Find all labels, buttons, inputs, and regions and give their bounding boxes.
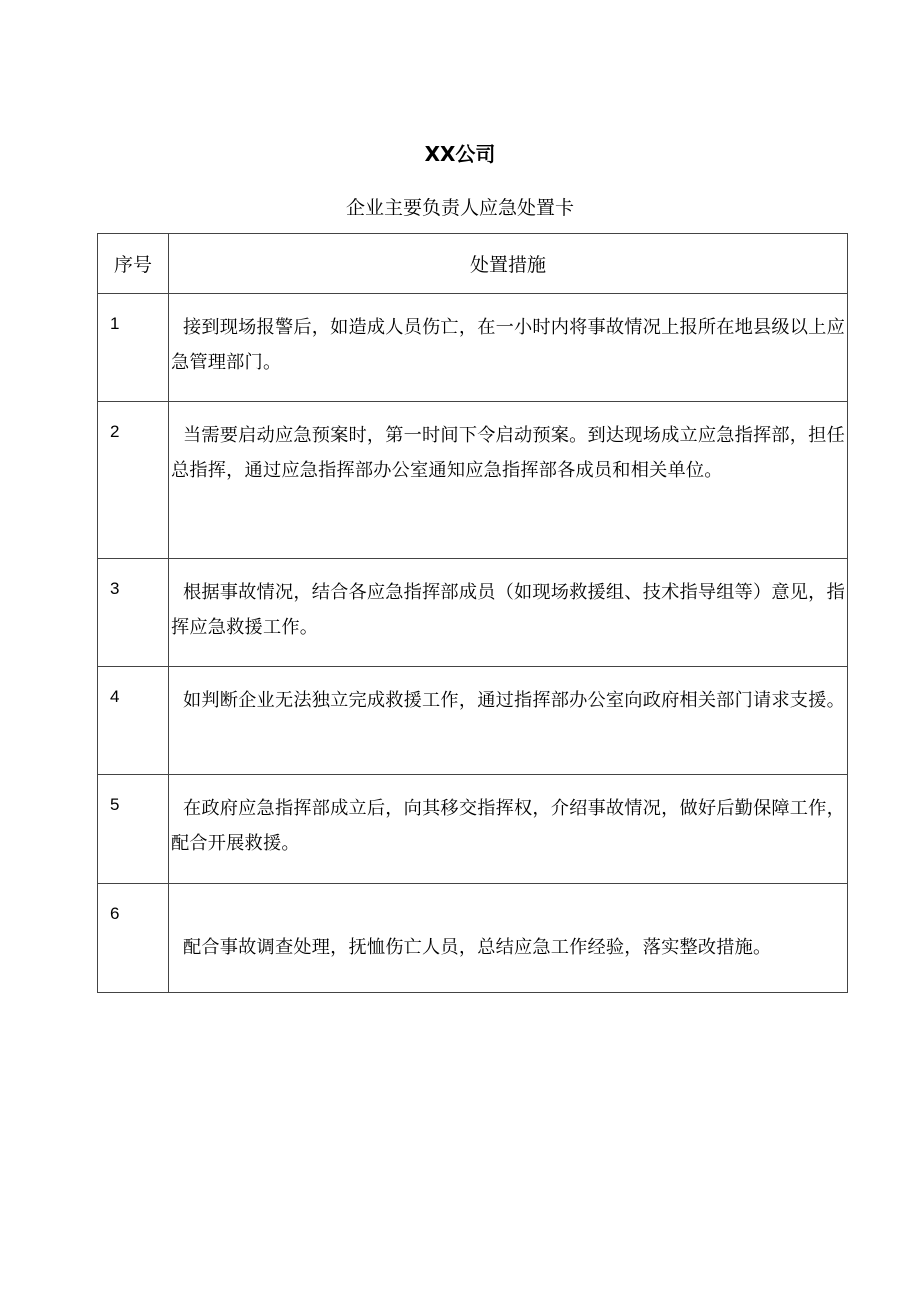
table-row (98, 294, 848, 402)
row-number: 6 (98, 884, 169, 993)
card-title: 企业主要负责人应急处置卡 (345, 197, 574, 219)
row-number: 1 (98, 294, 169, 402)
header-number: 序号 (98, 234, 169, 294)
row-number: 5 (98, 775, 169, 884)
row-measure: 配合事故调查处理，抚恤伤亡人员，总结应急工作经验，落实整改措施。 (169, 884, 848, 993)
table-row (98, 667, 848, 775)
table-row (98, 559, 848, 667)
table-row (98, 402, 848, 559)
row-measure: 根据事故情况，结合各应急指挥部成员（如现场救援组、技术指导组等）意见，指挥应急救援工作。 (169, 559, 848, 667)
row-measure: 当需要启动应急预案时，第一时间下令启动预案。到达现场成立应急指挥部，担任总指挥，通过应急指挥部办公室通知应急指挥部各成员和相关单位。 (169, 402, 848, 559)
row-measure: 接到现场报警后，如造成人员伤亡，在一小时内将事故情况上报所在地县级以上应急管理部门。 (169, 294, 848, 402)
table-row (98, 884, 848, 993)
emergency-measures-table (97, 233, 848, 993)
row-number: 3 (98, 559, 169, 667)
header-measure: 处置措施 (169, 234, 848, 294)
row-measure: 在政府应急指挥部成立后，向其移交指挥权，介绍事故情况，做好后勤保障工作，配合开展救援。 (169, 775, 848, 884)
row-number: 4 (98, 667, 169, 775)
table-header-row (98, 234, 848, 294)
company-name: XX公司 (424, 142, 496, 166)
row-number: 2 (98, 402, 169, 559)
row-measure: 如判断企业无法独立完成救援工作，通过指挥部办公室向政府相关部门请求支援。 (169, 667, 848, 775)
table-row (98, 775, 848, 884)
